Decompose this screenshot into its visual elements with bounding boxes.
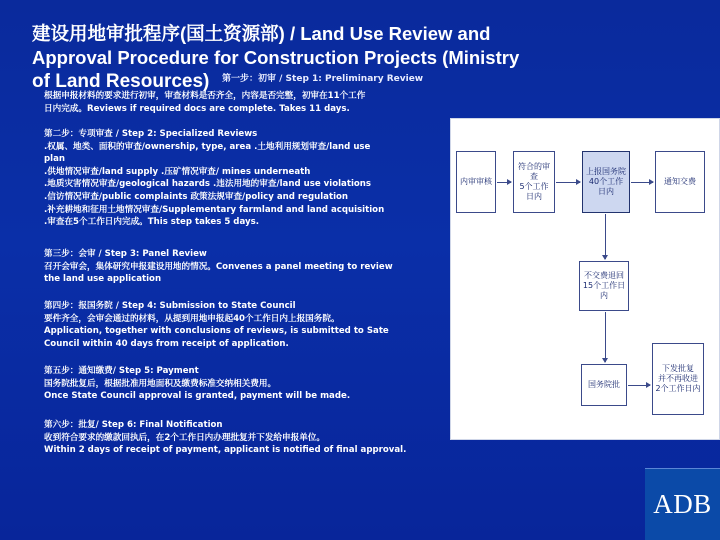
flowchart-panel — [450, 118, 720, 440]
flow-box-submit-state-council: 上报国务院 40个工作日内 — [582, 151, 630, 213]
flow-arrow — [497, 182, 511, 183]
title-line-1: 建设用地审批程序(国土资源部) / Land Use Review and — [32, 23, 491, 44]
step3-block — [44, 248, 464, 286]
step1-block — [44, 90, 464, 115]
adb-logo — [645, 468, 720, 540]
step4-line: 第四步：报国务院 / Step 4: Submission to State Council — [44, 301, 296, 311]
step1-heading — [44, 74, 464, 85]
flow-arrow — [605, 214, 606, 259]
step4-line: Council within 40 days from receipt of application. — [44, 338, 289, 349]
flow-arrow — [631, 182, 653, 183]
adb-logo-text: ADB — [653, 489, 712, 519]
flow-box-state-council-approval: 国务院批 — [581, 364, 627, 406]
step3-line: the land use application — [44, 274, 162, 285]
step2-line: 第二步：专项审查 / Step 2: Specialized Reviews — [44, 129, 258, 139]
step2-block — [44, 128, 464, 229]
flow-arrow — [556, 182, 580, 183]
flow-box-issue-approval: 下发批复 并不再收进 2个工作日内 — [652, 343, 704, 415]
step6-line: Within 2 days of receipt of payment, applicant is notified of final approval. — [44, 445, 407, 456]
step1-line: 日内完成。Reviews if required docs are complete. Takes 11 days. — [44, 103, 350, 114]
step5-line: 国务院批复后，根据批准用地面积及缴费标准交纳相关费用。 — [44, 378, 277, 389]
step5-line: 第五步：通知缴费/ Step 5: Payment — [44, 366, 199, 376]
step4-line: Application, together with conclusions of reviews, is submitted to Sate — [44, 326, 389, 337]
step6-block — [44, 419, 464, 457]
step5-line: Once State Council approval is granted, payment will be made. — [44, 391, 351, 402]
step6-line: 第六步：批复/ Step 6: Final Notification — [44, 420, 223, 430]
step6-line: 收到符合要求的缴款回执后，在2个工作日内办理批复并下发给申报单位。 — [44, 432, 325, 443]
step2-line: .地质灾害情况审查/geological hazards .违法用地的审查/land use violations — [44, 179, 372, 190]
flow-box-return-no-payment: 不交费退回 15个工作日内 — [579, 261, 629, 311]
step3-line: 召开会审会，集体研究申报建设用地的情况。Convenes a panel meeting to review — [44, 261, 393, 272]
step4-block — [44, 300, 464, 350]
step4-line: 要件齐全，会审会通过的材料，从提到用地申报起40个工作日内上报国务院。 — [44, 313, 340, 324]
title-line-2: Approval Procedure for Construction Projects (Ministry — [32, 47, 520, 68]
step2-line: .审查在5个工作日内完成。This step takes 5 days. — [44, 217, 259, 228]
flow-arrow — [628, 385, 650, 386]
step2-line: .补充耕地和征用土地情况审查/Supplementary farmland and land acquisition — [44, 204, 385, 215]
title-line-3: of Land Resources) — [32, 71, 210, 92]
flow-box-notify-payment: 通知交费 — [655, 151, 705, 213]
step1-heading-text: 第一步：初审 / Step 1: Preliminary Review — [222, 74, 424, 84]
step3-line: 第三步：会审 / Step 3: Panel Review — [44, 249, 207, 259]
step1-line: 根据申报材料的要求进行初审，审查材料是否齐全，内容是否完整，初审在11个工作 — [44, 91, 366, 101]
step2-line: .权属、地类、面积的审查/ownership, type, area .土地利用规划审查/land use — [44, 141, 371, 152]
step2-line: plan — [44, 154, 66, 165]
flow-box-initial-review: 内审审核 — [456, 151, 496, 213]
step5-block — [44, 365, 464, 403]
flow-box-specialized-review: 符合的审查 5个工作日内 — [513, 151, 555, 213]
step2-line: .供地情况审查/land supply .压矿情况审查/ mines underneath — [44, 166, 311, 177]
flow-arrow — [605, 312, 606, 362]
step2-line: .信访情况审查/public complaints 政策法规审查/policy and regulation — [44, 191, 349, 202]
